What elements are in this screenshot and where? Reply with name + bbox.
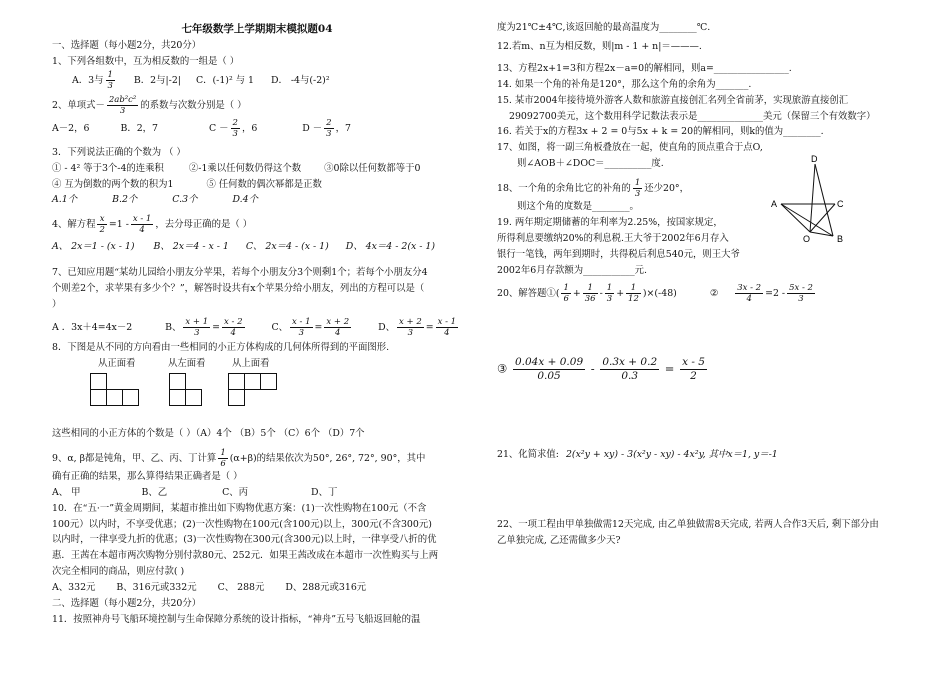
- question-13: 13、方程2x+1=3和方程2x－a=0的解相同，则a=________________.: [497, 62, 792, 74]
- question-10: 10．在“五·一”黄金周期间，某超市推出如下购物优惠方案：(1)一次性购物在100元（不含: [52, 502, 427, 514]
- cube-square: [169, 389, 186, 406]
- question-14: 14. 如果一个角的补角是120°，那么这个角的余角为_______.: [497, 78, 752, 90]
- view-label-front: 从正面看: [98, 357, 136, 369]
- question-7-line-2: 个则差2个，求苹果有多少个？”，解答时设共有x个苹果分给小朋友，列出的方程可以是（: [52, 283, 425, 295]
- question-17-line-2: 则∠AOB＋∠DOC＝__________度.: [517, 158, 664, 170]
- question-10-line-5: 次完全相同的商品，则应付款( ): [52, 566, 185, 578]
- figure-label-C: C: [837, 199, 844, 209]
- question-7-line-3: ）: [52, 299, 62, 311]
- question-1-options: [52, 70, 462, 91]
- question-10-line-3: 以内时，一律享受九折的优惠；(3)一次性购物在300元(含300元)以上时，一律享受八折的优: [52, 534, 437, 546]
- cube-square: [90, 389, 107, 406]
- figure-line-DB: [815, 164, 833, 236]
- cube-square: [185, 389, 202, 406]
- q1-fraction: $\frac{1}{3}$: [107, 69, 113, 91]
- figure-line-AB: [781, 204, 833, 236]
- question-19-line-3: 银行一笔钱，两年到期时，共得税后利息540元，则王大爷: [497, 248, 740, 260]
- figure-label-O: O: [803, 234, 811, 244]
- question-20: 20、解答题①( $\frac{1}{6}$ + $\frac{1}{36}$ - $\frac{1}{3}$ + $\frac{1}{12}$ )×(-48) ② $\frac{3x - 2}{4}$ =2 - $\frac{5x - 2}{3}$: [497, 282, 813, 304]
- question-22: 22、一项工程由甲单独做需12天完成, 由乙单独做需8天完成, 若两人合作3天后, 剩下部分由: [497, 518, 879, 530]
- question-17: 17、如图，将一副三角板叠放在一起，使直角的顶点重合于点O,: [497, 142, 763, 154]
- cube-square: [169, 373, 186, 390]
- question-20-part-3: ③ $\frac{0.04x + 0.09}{0.05}$ - $\frac{0.3x + 0.2}{0.3}$ = $\frac{x - 5}{2}$: [497, 355, 705, 382]
- cube-square: [228, 373, 245, 390]
- question-4-options: A、 2x＝1 - (x - 1) B、 2x＝4 - x - 1 C、 2x＝4 - (x - 1) D、 4x＝4 - 2(x - 1): [52, 241, 436, 253]
- question-4: 4、解方程 $\frac{x}{2}$ =1 - $\frac{x - 1}{4}$ ，去分母正确的是（ ）: [52, 214, 253, 236]
- question-19: 19. 两年期定期储蓄的年利率为2.25%，按国家规定，: [497, 217, 723, 229]
- q1-option-a: A．3与: [72, 74, 104, 86]
- cube-square: [106, 389, 123, 406]
- question-9-options: A、 甲 B、乙 C、丙 D、丁: [52, 486, 338, 498]
- question-2-options: A－2，6 B．2，7 C － $\frac{2}{3}$ ，6 D － $\frac{2}{3}$ ，7: [52, 117, 351, 139]
- section-1-heading: 一、选择题（每小题2分，共20分）: [52, 39, 202, 51]
- question-19-line-4: 2002年6月存款额为___________元.: [497, 264, 647, 276]
- question-18-line-2: 则这个角的度数是________。: [517, 201, 639, 213]
- question-9: 9、α, β都是钝角，甲、乙、丙、丁计算 $\frac{1}{6}$ (α+β)的结果依次为50°, 26°, 72°, 90°，其中: [52, 447, 426, 469]
- question-7: 7、已知应用题“某幼儿园给小朋友分苹果，若每个小朋友分3个则剩1个；若每个小朋友分4: [52, 267, 428, 279]
- figure-line-AO: [781, 204, 810, 232]
- question-15-line-2: 29092700美元，这个数用科学记数法表示是______________美元（保留三个有效数字）: [509, 110, 876, 122]
- figure-label-D: D: [811, 154, 818, 164]
- view-label-top: 从上面看: [232, 357, 270, 369]
- question-7-options: A ．3x＋4=4x－2 B、 $\frac{x + 1}{3}$ = $\frac{x - 2}{4}$ C、 $\frac{x - 1}{3}$ = $\frac{x + 2}{4}$ D、 $\frac{x + 2}{3}$ = $\frac{x - 1}{4}$: [52, 316, 457, 338]
- triangle-set-figure: [765, 152, 855, 244]
- question-22-line-2: 乙单独完成, 乙还需做多少天?: [497, 534, 621, 546]
- figure-label-A: A: [771, 199, 778, 209]
- question-8: 8．下图是从不同的方向看由一些相同的小正方体构成的几何体所得到的平面图形.: [52, 341, 390, 353]
- question-19-line-2: 所得利息要缴纳20%的利息税.王大爷于2002年6月存入: [497, 232, 729, 244]
- q2-fraction: $\frac{\text{2ab²c²}}{3}$: [108, 94, 137, 116]
- question-3-statements-2: ④ 互为倒数的两个数的积为1 ⑤ 任何数的偶次幂都是正数: [52, 178, 322, 190]
- question-9-line-2: 确有正确的结果，那么算得结果正确者是（ ）: [52, 470, 243, 482]
- left-column: [52, 0, 462, 628]
- q1-option-b: B．2与|-2|: [133, 74, 181, 86]
- question-15: 15. 某市2004年接待境外游客人数和旅游直接创汇名列全省前茅，实现旅游直接创汇: [497, 94, 849, 106]
- question-21: 21、化简求值: 2(x²y + xy) - 3(x²y - xy) - 4x²y, 其中x＝1, y＝-1: [497, 448, 778, 460]
- question-10-line-2: 100元）以内时，不享受优惠；(2)一次性购物在100元(含100元)以上，300元(不含300元): [52, 518, 432, 530]
- question-3-options: A.1个 B.2个 C.3个 D.4个: [52, 194, 258, 206]
- page-title: 七年级数学上学期期末模拟题04: [181, 23, 333, 35]
- q1-option-d: D． -4与(-2)²: [271, 74, 330, 86]
- question-2: 2、单项式－ $\frac{\text{2ab²c²}}{3}$ 的系数与次数分别是（ ）: [52, 94, 247, 116]
- right-column: [497, 20, 907, 548]
- question-8-answers: 这些相同的小正方体的个数是（ ）（A）4个 （B）5个 （C）6个 （D）7个: [52, 427, 365, 439]
- question-10-line-4: 惠．王茜在本超市两次购物分别付款80元、252元．如果王茜改成在本超市一次性购买与上两: [52, 550, 439, 562]
- cube-square: [244, 373, 261, 390]
- section-2-heading: 二、选择题（每小题2分，共20分）: [52, 598, 202, 610]
- question-18: 18、一个角的余角比它的补角的 $\frac{1}{3}$ 还少20°，: [497, 178, 689, 200]
- question-11: 11．按照神舟号飞船环境控制与生命保障分系统的设计指标，“神舟”五号飞船返回舱的温: [52, 613, 421, 625]
- view-label-left: 从左面看: [168, 357, 206, 369]
- figure-label-B: B: [837, 234, 844, 244]
- question-3: 3．下列说法正确的个数为 （ ）: [52, 146, 186, 158]
- cube-square: [90, 373, 107, 390]
- q1-option-c: C．(-1)² 与 1: [195, 74, 255, 86]
- three-views-figure: [52, 356, 462, 426]
- cube-square: [122, 389, 139, 406]
- question-12: 12.若m、n互为相反数，则|m - 1 + n|＝———.: [497, 40, 702, 52]
- question-1: 1、下列各组数中，互为相反数的一组是（ ）: [52, 55, 240, 67]
- cube-square: [260, 373, 277, 390]
- question-11-continued: 度为21℃±4℃,该返回舱的最高温度为________℃.: [497, 22, 711, 33]
- question-16: 16. 若关于x的方程3x + 2 = 0与5x + k = 20的解相同，则k的值为________.: [497, 126, 824, 138]
- question-3-statements-1: ① - 4² 等于3个-4的连乘积 ②-1乘以任何数仍得这个数 ③0除以任何数都等于0: [52, 162, 421, 174]
- cube-square: [228, 389, 245, 406]
- question-10-options: A、332元 B、316元或332元 C、 288元 D、288元或316元: [52, 582, 367, 594]
